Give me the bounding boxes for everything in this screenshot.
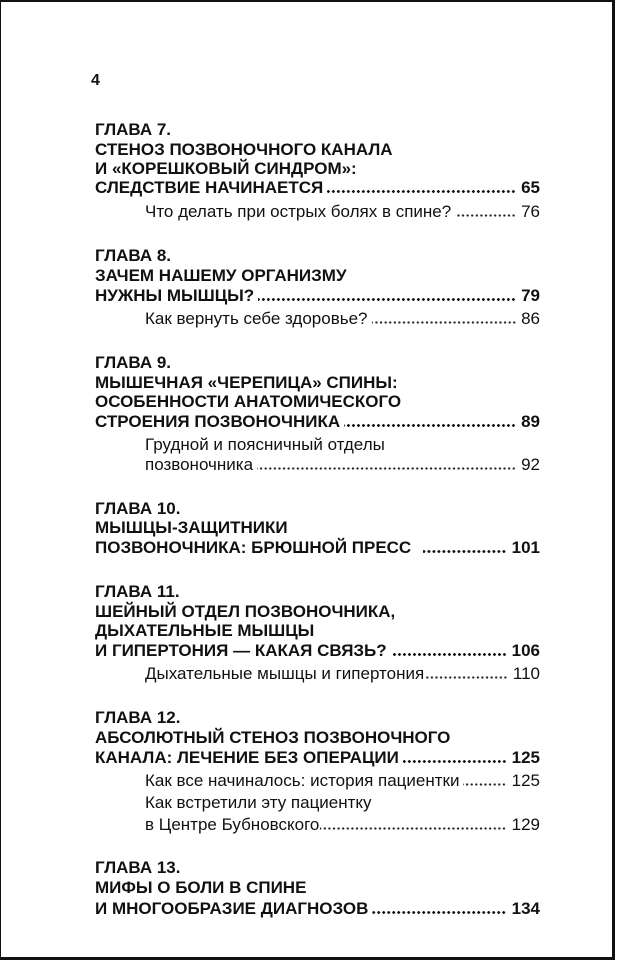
chapter-label: ГЛАВА 12. — [95, 708, 181, 727]
chapter-entry-row — [95, 641, 540, 661]
chapter-title-line: И МНОГООБРАЗИЕ ДИАГНОЗОВ — [95, 899, 369, 918]
section-page-number: 110 — [512, 664, 540, 683]
dot-leader — [372, 321, 517, 324]
section-title: Как вернуть себе здоровье? — [145, 309, 368, 328]
chapter-page-number: 65 — [521, 178, 540, 197]
chapter-title-line: СТЕНОЗ ПОЗВОНОЧНОГО КАНАЛА — [95, 140, 393, 159]
chapter-title-line: И «КОРЕШКОВЫЙ СИНДРОМ»: — [95, 159, 357, 178]
chapter-page-number: 125 — [511, 748, 540, 767]
chapter-page-number: 101 — [511, 538, 540, 557]
chapter-title-line: СЛЕДСТВИЕ НАЧИНАЕТСЯ — [95, 178, 324, 197]
section-title: Грудной и поясничный отделы — [145, 435, 385, 454]
chapter-title-line: И ГИПЕРТОНИЯ — КАКАЯ СВЯЗЬ? — [95, 641, 387, 660]
section-entry-row — [145, 202, 540, 222]
chapter-label: ГЛАВА 10. — [95, 499, 181, 518]
dot-leader — [455, 214, 516, 217]
chapter-title-line: МИФЫ О БОЛИ В СПИНЕ — [95, 878, 307, 897]
chapter-title-line: МЫШЦЫ-ЗАЩИТНИКИ — [95, 518, 288, 537]
section-entry-row — [145, 815, 540, 835]
chapter-label: ГЛАВА 7. — [95, 120, 172, 139]
dot-leader — [403, 760, 507, 763]
section-title: Что делать при острых болях в спине? — [145, 202, 452, 221]
section-page-number: 92 — [521, 455, 540, 474]
section-page-number: 86 — [521, 309, 540, 328]
chapter-title-line: ОСОБЕННОСТИ АНАТОМИЧЕСКОГО — [95, 392, 402, 411]
dot-leader — [258, 298, 516, 301]
dot-leader — [344, 424, 516, 427]
dot-leader — [423, 550, 506, 553]
dot-leader — [320, 827, 506, 830]
section-entry-row — [145, 309, 540, 329]
chapter-page-number: 79 — [521, 286, 540, 305]
chapter-entry-row — [95, 748, 540, 768]
chapter-title-line: ЗАЧЕМ НАШЕМУ ОРГАНИЗМУ — [95, 266, 347, 285]
chapter-entry-row — [95, 412, 540, 432]
chapter-page-number: 89 — [521, 412, 540, 431]
chapter-entry-row — [95, 899, 540, 919]
section-entry-row — [145, 455, 540, 475]
dot-leader — [425, 676, 508, 679]
section-entry-row — [145, 771, 540, 791]
chapter-entry-row — [95, 538, 540, 558]
dot-leader — [391, 653, 507, 656]
section-title: Как встретили эту пациентку — [145, 793, 372, 812]
chapter-title-line: ПОЗВОНОЧНИКА: БРЮШНОЙ ПРЕСС — [95, 538, 412, 557]
dot-leader — [372, 911, 506, 914]
chapter-entry-row — [95, 286, 540, 306]
chapter-label: ГЛАВА 8. — [95, 246, 172, 265]
dot-leader — [463, 783, 506, 786]
section-title: Как все начиналось: история пациентки — [145, 771, 460, 790]
chapter-title-line: ДЫХАТЕЛЬНЫЕ МЫШЦЫ — [95, 621, 315, 640]
section-title: в Центре Бубновского — [145, 815, 320, 834]
section-page-number: 129 — [511, 815, 540, 834]
section-page-number: 76 — [521, 202, 540, 221]
section-entry-row — [145, 664, 540, 684]
chapter-title-line: МЫШЕЧНАЯ «ЧЕРЕПИЦА» СПИНЫ: — [95, 373, 398, 392]
chapter-title-line: АБСОЛЮТНЫЙ СТЕНОЗ ПОЗВОНОЧНОГО — [95, 728, 451, 747]
chapter-title-line: КАНАЛА: ЛЕЧЕНИЕ БЕЗ ОПЕРАЦИИ — [95, 748, 399, 767]
dot-leader — [257, 467, 516, 470]
chapter-title-line: ШЕЙНЫЙ ОТДЕЛ ПОЗВОНОЧНИКА, — [95, 602, 396, 621]
dot-leader — [327, 190, 516, 193]
chapter-label: ГЛАВА 11. — [95, 582, 180, 601]
chapter-page-number: 106 — [511, 641, 540, 660]
chapter-title-line: НУЖНЫ МЫШЦЫ? — [95, 286, 255, 305]
section-page-number: 125 — [511, 771, 540, 790]
section-title: Дыхательные мышцы и гипертония — [145, 664, 425, 683]
chapter-entry-row — [95, 178, 540, 198]
chapter-label: ГЛАВА 9. — [95, 353, 172, 372]
chapter-page-number: 134 — [511, 899, 540, 918]
page-number: 4 — [91, 72, 100, 89]
section-title: позвоночника — [145, 455, 254, 474]
chapter-title-line: СТРОЕНИЯ ПОЗВОНОЧНИКА — [95, 412, 341, 431]
chapter-label: ГЛАВА 13. — [95, 858, 181, 877]
